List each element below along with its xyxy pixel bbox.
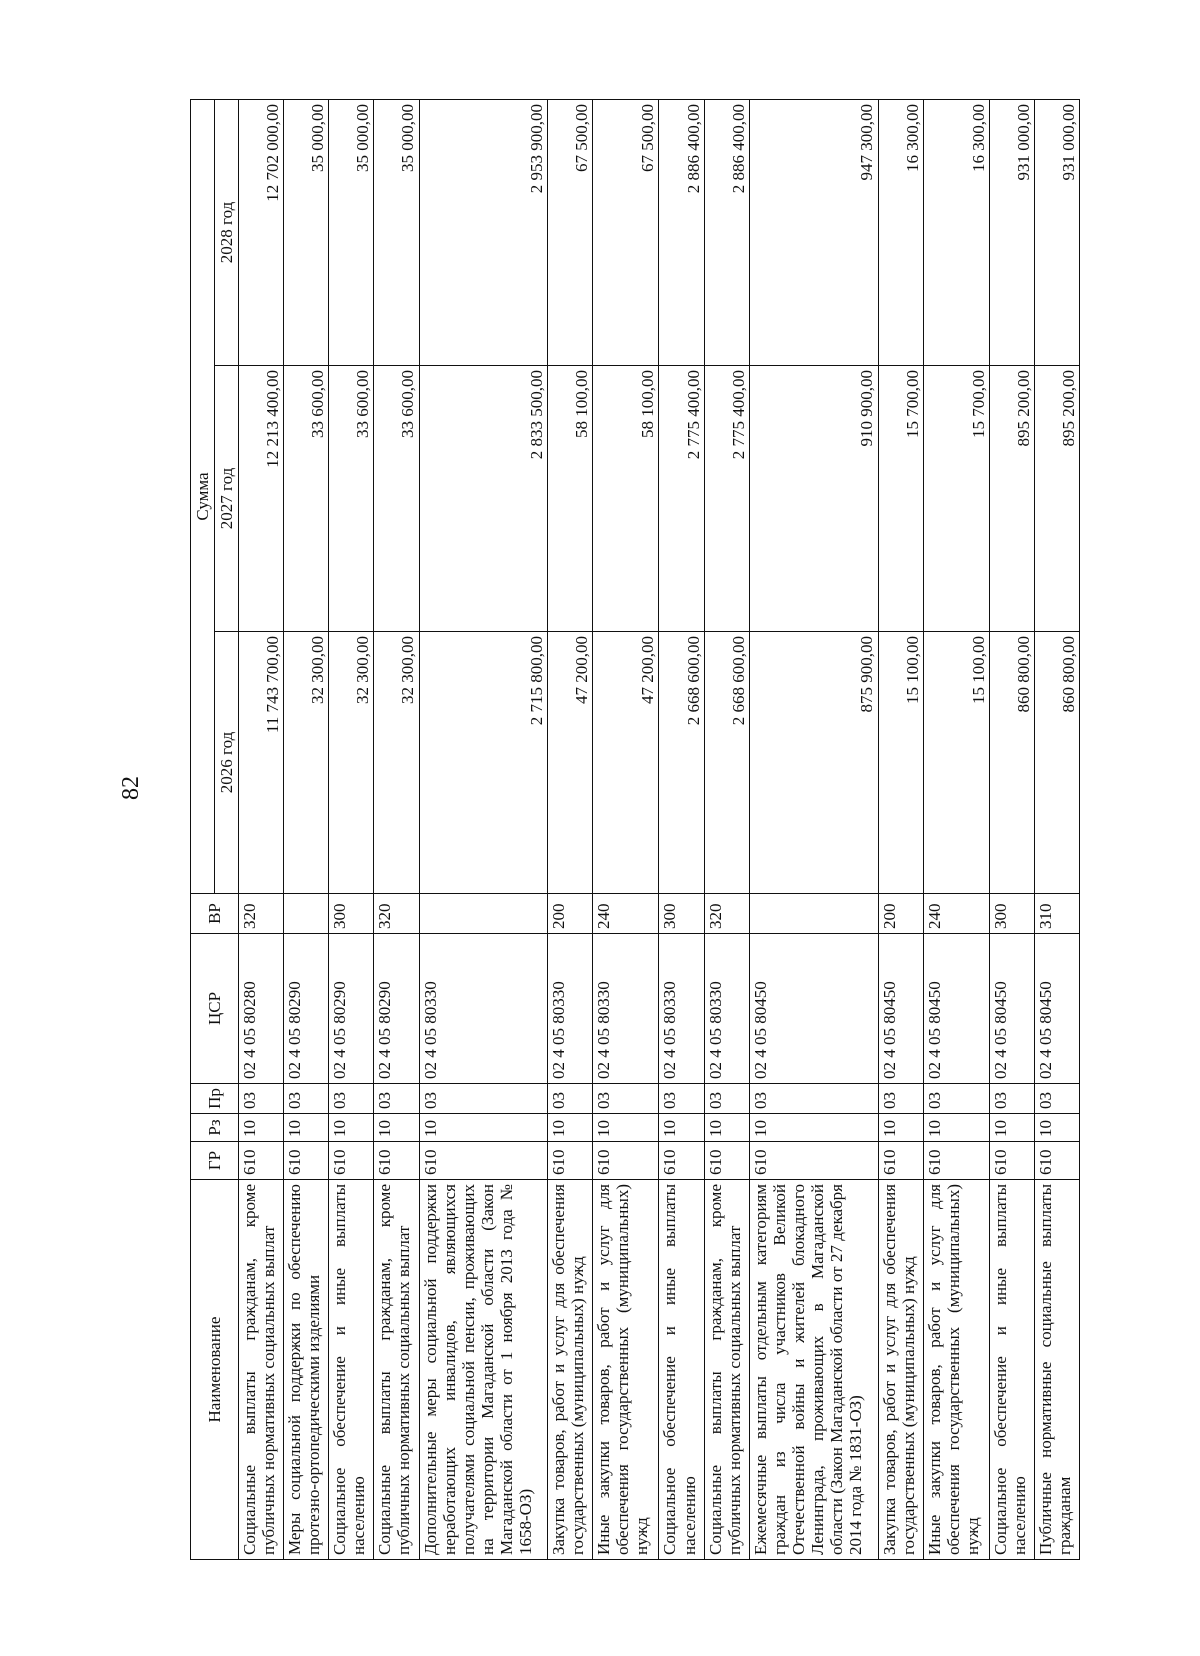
row-vr xyxy=(419,894,548,934)
row-sum-2028: 16 300,00 xyxy=(878,100,923,366)
row-pr: 03 xyxy=(374,1084,419,1114)
header-2026: 2026 год xyxy=(215,632,239,894)
header-name: Наименование xyxy=(191,1180,239,1560)
table-row xyxy=(419,100,548,1560)
row-csr: 02 4 05 80450 xyxy=(878,934,923,1084)
row-name: Социальное обеспечение и иные выплаты населению xyxy=(329,1180,374,1560)
table-row xyxy=(329,100,374,1560)
row-name: Социальные выплаты гражданам, кроме публичных нормативных социальных выплат xyxy=(239,1180,284,1560)
row-csr: 02 4 05 80330 xyxy=(548,934,593,1084)
row-vr: 320 xyxy=(704,894,749,934)
row-sum-2027: 12 213 400,00 xyxy=(239,366,284,632)
row-rz: 10 xyxy=(1034,1114,1079,1142)
table-row xyxy=(749,100,878,1560)
row-rz: 10 xyxy=(548,1114,593,1142)
row-name: Социальные выплаты гражданам, кроме публичных нормативных социальных выплат xyxy=(374,1180,419,1560)
row-csr: 02 4 05 80290 xyxy=(374,934,419,1084)
row-pr: 03 xyxy=(1034,1084,1079,1114)
row-sum-2028: 35 000,00 xyxy=(284,100,329,366)
header-pr: Пр xyxy=(191,1084,239,1114)
row-sum-2028: 35 000,00 xyxy=(374,100,419,366)
row-sum-2028: 947 300,00 xyxy=(749,100,878,366)
row-sum-2028: 67 500,00 xyxy=(548,100,593,366)
row-gr: 610 xyxy=(923,1142,989,1180)
row-sum-2028: 2 886 400,00 xyxy=(704,100,749,366)
row-gr: 610 xyxy=(329,1142,374,1180)
row-name: Иные закупки товаров, работ и услуг для обеспечения государственных (муниципальных) нужд xyxy=(923,1180,989,1560)
row-name: Публичные нормативные социальные выплаты гражданам xyxy=(1034,1180,1079,1560)
header-vr: ВР xyxy=(191,894,239,934)
table-row xyxy=(374,100,419,1560)
row-name: Меры социальной поддержки по обеспечению протезно-ортопедическими изделиями xyxy=(284,1180,329,1560)
row-pr: 03 xyxy=(593,1084,659,1114)
row-sum-2027: 895 200,00 xyxy=(1034,366,1079,632)
row-gr: 610 xyxy=(659,1142,704,1180)
row-rz: 10 xyxy=(704,1114,749,1142)
row-gr: 610 xyxy=(593,1142,659,1180)
table-row xyxy=(593,100,659,1560)
row-sum-2027: 33 600,00 xyxy=(284,366,329,632)
row-csr: 02 4 05 80450 xyxy=(989,934,1034,1084)
row-pr: 03 xyxy=(704,1084,749,1114)
row-name: Социальные выплаты гражданам, кроме публичных нормативных социальных выплат xyxy=(704,1180,749,1560)
row-sum-2027: 2 775 400,00 xyxy=(704,366,749,632)
row-gr: 610 xyxy=(989,1142,1034,1180)
row-rz: 10 xyxy=(593,1114,659,1142)
row-gr: 610 xyxy=(749,1142,878,1180)
row-gr: 610 xyxy=(1034,1142,1079,1180)
row-sum-2027: 895 200,00 xyxy=(989,366,1034,632)
row-sum-2028: 12 702 000,00 xyxy=(239,100,284,366)
row-csr: 02 4 05 80450 xyxy=(749,934,878,1084)
table-body xyxy=(239,100,1080,1560)
row-sum-2027: 15 700,00 xyxy=(923,366,989,632)
row-name: Дополнительные меры социальной поддержки неработающих инвалидов, являющихся получателями социальной пенсии, проживающих на территории Магаданской области (Закон Магаданской области от 1 ноября 2013 года № 1658-ОЗ) xyxy=(419,1180,548,1560)
table-row xyxy=(923,100,989,1560)
row-vr: 300 xyxy=(989,894,1034,934)
table-row xyxy=(704,100,749,1560)
row-vr: 320 xyxy=(239,894,284,934)
row-sum-2027: 15 700,00 xyxy=(878,366,923,632)
row-gr: 610 xyxy=(284,1142,329,1180)
table-row xyxy=(659,100,704,1560)
row-sum-2028: 35 000,00 xyxy=(329,100,374,366)
row-vr: 200 xyxy=(878,894,923,934)
row-vr: 310 xyxy=(1034,894,1079,934)
row-rz: 10 xyxy=(878,1114,923,1142)
table-row xyxy=(878,100,923,1560)
row-rz: 10 xyxy=(419,1114,548,1142)
row-csr: 02 4 05 80330 xyxy=(704,934,749,1084)
row-sum-2028: 67 500,00 xyxy=(593,100,659,366)
row-sum-2026: 875 900,00 xyxy=(749,632,878,894)
row-gr: 610 xyxy=(548,1142,593,1180)
row-sum-2026: 11 743 700,00 xyxy=(239,632,284,894)
row-rz: 10 xyxy=(659,1114,704,1142)
row-vr xyxy=(749,894,878,934)
row-csr: 02 4 05 80450 xyxy=(1034,934,1079,1084)
row-gr: 610 xyxy=(239,1142,284,1180)
table-row xyxy=(548,100,593,1560)
row-csr: 02 4 05 80330 xyxy=(593,934,659,1084)
row-vr: 300 xyxy=(659,894,704,934)
table-row xyxy=(989,100,1034,1560)
row-rz: 10 xyxy=(329,1114,374,1142)
header-csr: ЦСР xyxy=(191,934,239,1084)
row-pr: 03 xyxy=(878,1084,923,1114)
header-row-1 xyxy=(191,100,215,1560)
row-vr xyxy=(284,894,329,934)
table-row xyxy=(239,100,284,1560)
row-pr: 03 xyxy=(419,1084,548,1114)
row-vr: 240 xyxy=(593,894,659,934)
row-sum-2026: 15 100,00 xyxy=(878,632,923,894)
row-csr: 02 4 05 80280 xyxy=(239,934,284,1084)
row-pr: 03 xyxy=(239,1084,284,1114)
row-vr: 300 xyxy=(329,894,374,934)
row-vr: 240 xyxy=(923,894,989,934)
row-csr: 02 4 05 80450 xyxy=(923,934,989,1084)
row-csr: 02 4 05 80290 xyxy=(284,934,329,1084)
row-sum-2028: 2 886 400,00 xyxy=(659,100,704,366)
row-sum-2026: 32 300,00 xyxy=(374,632,419,894)
row-csr: 02 4 05 80330 xyxy=(419,934,548,1084)
row-pr: 03 xyxy=(284,1084,329,1114)
table-row xyxy=(284,100,329,1560)
row-gr: 610 xyxy=(878,1142,923,1180)
row-sum-2026: 47 200,00 xyxy=(548,632,593,894)
row-vr: 320 xyxy=(374,894,419,934)
row-name: Социальное обеспечение и иные выплаты населению xyxy=(659,1180,704,1560)
row-sum-2027: 2 775 400,00 xyxy=(659,366,704,632)
rotated-table-container xyxy=(190,100,1080,1560)
row-sum-2026: 2 668 600,00 xyxy=(659,632,704,894)
row-sum-2027: 33 600,00 xyxy=(329,366,374,632)
row-name: Ежемесячные выплаты отдельным категориям граждан из числа участников Великой Отечественной войны и жителей блокадного Ленинграда, проживающих в Магаданской области (Закон Магаданской области от 27 декабря 2014 года № 1831-ОЗ) xyxy=(749,1180,878,1560)
header-2027: 2027 год xyxy=(215,366,239,632)
row-name: Закупка товаров, работ и услуг для обеспечения государственных (муниципальных) нужд xyxy=(878,1180,923,1560)
row-rz: 10 xyxy=(284,1114,329,1142)
row-rz: 10 xyxy=(923,1114,989,1142)
budget-table xyxy=(190,99,1080,1560)
row-sum-2026: 32 300,00 xyxy=(284,632,329,894)
row-rz: 10 xyxy=(749,1114,878,1142)
row-gr: 610 xyxy=(374,1142,419,1180)
header-gr: ГР xyxy=(191,1142,239,1180)
row-name: Социальное обеспечение и иные выплаты населению xyxy=(989,1180,1034,1560)
row-sum-2027: 58 100,00 xyxy=(548,366,593,632)
row-pr: 03 xyxy=(923,1084,989,1114)
row-sum-2028: 931 000,00 xyxy=(989,100,1034,366)
row-vr: 200 xyxy=(548,894,593,934)
row-name: Закупка товаров, работ и услуг для обеспечения государственных (муниципальных) нужд xyxy=(548,1180,593,1560)
page-number: 82 xyxy=(118,776,144,800)
header-2028: 2028 год xyxy=(215,100,239,366)
row-rz: 10 xyxy=(374,1114,419,1142)
row-pr: 03 xyxy=(329,1084,374,1114)
row-sum-2026: 860 800,00 xyxy=(1034,632,1079,894)
row-name: Иные закупки товаров, работ и услуг для обеспечения государственных (муниципальных) нужд xyxy=(593,1180,659,1560)
row-sum-2028: 16 300,00 xyxy=(923,100,989,366)
row-sum-2028: 2 953 900,00 xyxy=(419,100,548,366)
row-sum-2027: 2 833 500,00 xyxy=(419,366,548,632)
row-gr: 610 xyxy=(704,1142,749,1180)
row-sum-2026: 32 300,00 xyxy=(329,632,374,894)
row-sum-2027: 910 900,00 xyxy=(749,366,878,632)
row-sum-2026: 2 715 800,00 xyxy=(419,632,548,894)
header-rz: Рз xyxy=(191,1114,239,1142)
row-sum-2027: 58 100,00 xyxy=(593,366,659,632)
row-csr: 02 4 05 80330 xyxy=(659,934,704,1084)
row-sum-2026: 2 668 600,00 xyxy=(704,632,749,894)
row-pr: 03 xyxy=(989,1084,1034,1114)
row-gr: 610 xyxy=(419,1142,548,1180)
row-rz: 10 xyxy=(239,1114,284,1142)
row-rz: 10 xyxy=(989,1114,1034,1142)
row-sum-2026: 15 100,00 xyxy=(923,632,989,894)
header-sum: Сумма xyxy=(191,100,215,894)
row-sum-2026: 860 800,00 xyxy=(989,632,1034,894)
row-sum-2027: 33 600,00 xyxy=(374,366,419,632)
row-sum-2026: 47 200,00 xyxy=(593,632,659,894)
table-row xyxy=(1034,100,1079,1560)
row-sum-2028: 931 000,00 xyxy=(1034,100,1079,366)
row-pr: 03 xyxy=(749,1084,878,1114)
row-pr: 03 xyxy=(659,1084,704,1114)
row-csr: 02 4 05 80290 xyxy=(329,934,374,1084)
row-pr: 03 xyxy=(548,1084,593,1114)
